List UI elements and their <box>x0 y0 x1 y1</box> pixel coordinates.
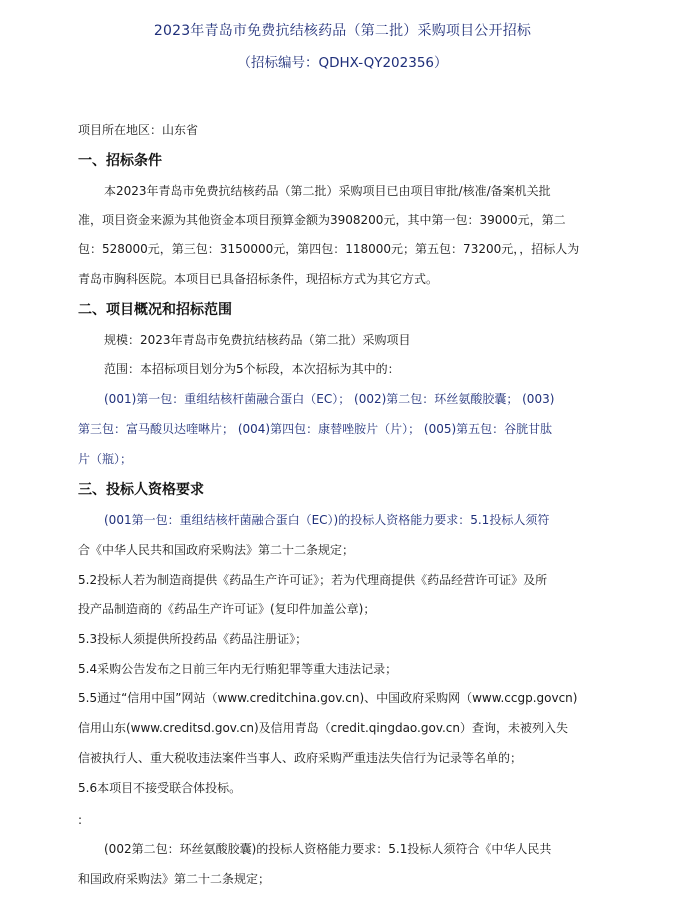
section-heading-bidding-conditions: 一、招标条件 <box>78 153 162 169</box>
section2-line: 第三包：富马酸贝达喹啉片； (004)第四包：康替唑胺片（片）； (005)第五包：谷胱甘肽 <box>78 422 553 436</box>
section1-line: 准，项目资金来源为其他资金本项目预算金额为3908200元，其中第一包：39000元，第二 <box>78 213 566 227</box>
section3-line: 5.5通过“信用中国”网站（www.creditchina.gov.cn)、中国政府采购网（www.ccgp.govcn) <box>78 691 578 705</box>
section3-line: 5.6本项目不接受联合体投标。 <box>78 781 242 795</box>
section3-line: 5.2投标人若为制造商提供《药品生产许可证》；若为代理商提供《药品经营许可证》及所 <box>78 573 548 587</box>
section3-line: 合《中华人民共和国政府采购法》第二十二条规定； <box>78 543 355 557</box>
project-location: 项目所在地区：山东省 <box>78 123 199 137</box>
section1-line: 本2023年青岛市免费抗结核药品（第二批）采购项目已由项目审批/核准/备案机关批 <box>104 184 551 198</box>
section-heading-project-overview: 二、项目概况和招标范围 <box>78 302 232 318</box>
section1-line: 包：528000元，第三包：3150000元，第四包：118000元；第五包：73200元，，招标人为 <box>78 242 580 256</box>
section3-line: 投产品制造商的《药品生产许可证》(复印件加盖公章)； <box>78 602 376 616</box>
section3-line: 5.4采购公告发布之日前三年内无行贿犯罪等重大违法记录； <box>78 662 398 676</box>
section3-line: 5.3投标人须提供所投药品《药品注册证》； <box>78 632 308 646</box>
section2-line: 片（瓶）； <box>78 452 133 466</box>
section2-line: 范围：本招标项目划分为5个标段，本次招标为其中的： <box>104 362 400 376</box>
section3-line: (002第二包：环丝氨酸胶囊)的投标人资格能力要求：5.1投标人须符合《中华人民共 <box>104 842 552 856</box>
section3-line: : <box>78 813 83 827</box>
document-title: 2023年青岛市免费抗结核药品（第二批）采购项目公开招标 <box>153 23 532 39</box>
section3-line: (001第一包：重组结核杆菌融合蛋白（EC）)的投标人资格能力要求：5.1投标人须符 <box>104 513 550 527</box>
document-subtitle: （招标编号：QDHX-QY202356） <box>237 55 448 71</box>
section-heading-bidder-qualifications: 三、投标人资格要求 <box>78 482 204 498</box>
section2-line: (001)第一包：重组结核杆菌融合蛋白（EC）； (002)第二包：环丝氨酸胶囊； (003) <box>104 392 555 406</box>
section3-line: 信用山东(www.creditsd.gov.cn)及信用青岛（credit.qingdao.gov.cn）查询，未被列入失 <box>78 721 569 735</box>
section3-line: 信被执行人、重大税收违法案件当事人、政府采购严重违法失信行为记录等名单的； <box>78 751 523 765</box>
section1-line: 青岛市胸科医院。本项目已具备招标条件，现招标方式为其它方式。 <box>78 272 439 286</box>
section2-line: 规模：2023年青岛市免费抗结核药品（第二批）采购项目 <box>104 333 411 347</box>
section3-line: 和国政府采购法》第二十二条规定； <box>78 872 271 886</box>
